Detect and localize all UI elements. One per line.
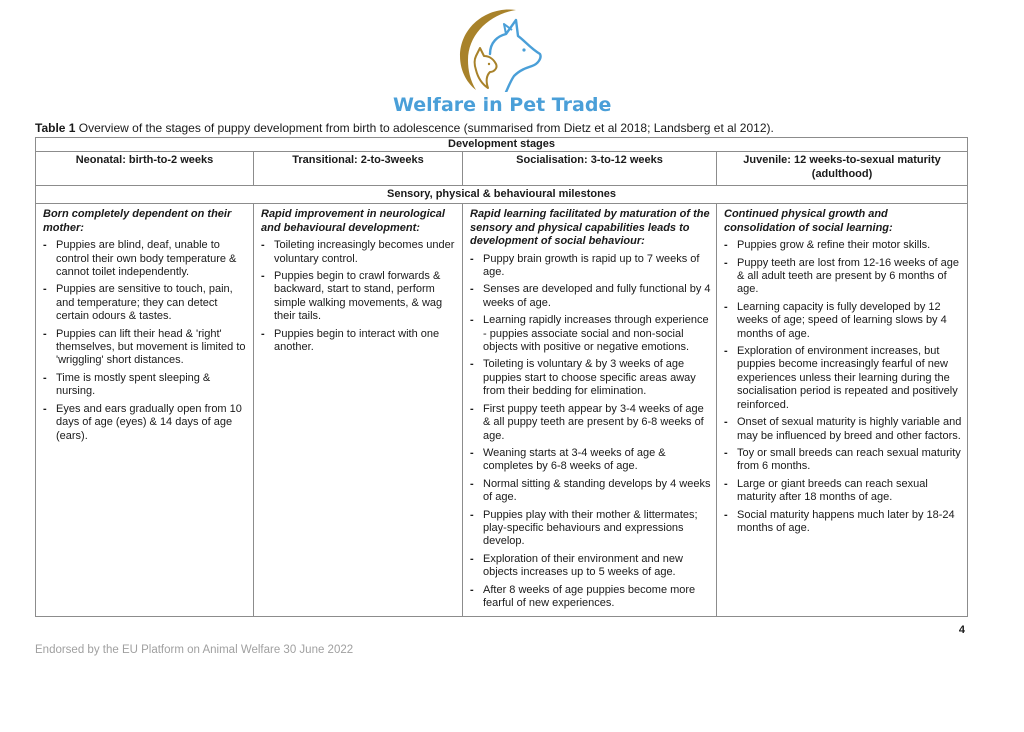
logo — [393, 6, 612, 118]
transitional-column — [254, 204, 463, 617]
logo-text: Welfare in Pet Trade — [393, 94, 612, 116]
milestone-text: Puppy brain growth is rapid up to 7 weeks of age. — [483, 252, 700, 279]
bullet-dash-icon: - — [724, 508, 728, 521]
milestone-item — [470, 553, 711, 580]
stage-header-socialisation: Socialisation: 3-to-12 weeks — [463, 152, 717, 186]
milestone-text: Exploration of environment increases, but puppies become increasingly fearful of new experiences unless their learning during the socialisation period is repeated and positively reinforced. — [737, 345, 958, 411]
milestone-item — [43, 328, 248, 368]
bullet-dash-icon: - — [261, 270, 265, 283]
milestone-text: Learning rapidly increases through experience - puppies associate social and non-social objects with positive or negative emotions. — [483, 314, 709, 354]
milestone-text: Learning capacity is fully developed by 12 weeks of age; speed of learning slows by 4 months of age. — [737, 300, 947, 340]
development-table — [35, 137, 968, 617]
milestone-item — [724, 301, 962, 341]
milestone-item — [470, 478, 711, 505]
milestone-text: Puppies can lift their head & 'right' themselves, but movement is limited to 'wriggling' short distances. — [56, 327, 246, 367]
stage-header-transitional: Transitional: 2-to-3weeks — [254, 152, 463, 186]
milestone-text: Eyes and ears gradually open from 10 days of age (eyes) & 14 days of age (ears). — [56, 402, 242, 442]
milestone-item — [43, 283, 248, 323]
milestone-text: Puppy teeth are lost from 12-16 weeks of age & all adult teeth are present by 6 months of age. — [737, 256, 959, 296]
milestone-item — [43, 239, 248, 279]
milestone-item — [724, 509, 962, 536]
page-number: 4 — [958, 624, 965, 637]
bullet-dash-icon: - — [43, 402, 47, 415]
bullet-dash-icon: - — [470, 358, 474, 371]
milestone-item — [261, 239, 457, 266]
bullet-dash-icon: - — [43, 239, 47, 252]
milestone-item — [470, 358, 711, 398]
bullet-dash-icon: - — [724, 477, 728, 490]
milestone-item — [724, 257, 962, 297]
neonatal-column — [36, 204, 254, 617]
dog-cat-logo-icon — [446, 6, 556, 92]
milestone-text: Normal sitting & standing develops by 4 weeks of age. — [483, 477, 711, 504]
milestone-item — [261, 270, 457, 324]
column-lead: Born completely dependent on their mother: — [43, 208, 232, 234]
milestone-item — [470, 403, 711, 443]
bullet-dash-icon: - — [470, 314, 474, 327]
milestone-text: Puppies begin to interact with one another. — [274, 327, 440, 354]
caption-text: Overview of the stages of puppy development from birth to adolescence (summarised from Dietz et al 2018; Landsberg et al 2012). — [75, 121, 774, 135]
milestone-text: Toy or small breeds can reach sexual maturity from 6 months. — [737, 446, 961, 473]
milestone-list — [470, 253, 711, 611]
milestone-item — [724, 447, 962, 474]
milestone-text: Social maturity happens much later by 18-24 months of age. — [737, 508, 955, 534]
milestone-item — [470, 584, 711, 611]
bullet-dash-icon: - — [470, 552, 474, 565]
bullet-dash-icon: - — [724, 256, 728, 269]
bullet-dash-icon: - — [724, 446, 728, 459]
milestone-text: Puppies play with their mother & littermates; play-specific behaviours and expressions develop. — [483, 508, 698, 548]
milestone-item — [724, 345, 962, 412]
bullet-dash-icon: - — [724, 416, 728, 429]
milestone-text: Toileting increasingly becomes under voluntary control. — [274, 239, 455, 265]
milestones-section-header: Sensory, physical & behavioural milestones — [36, 186, 968, 204]
socialisation-column — [463, 204, 717, 617]
milestone-text: Time is mostly spent sleeping & nursing. — [56, 371, 211, 398]
column-lead: Rapid learning facilitated by maturation of the sensory and physical capabilities leads to development of social behaviour: — [470, 208, 710, 248]
column-lead: Rapid improvement in neurological and behavioural development: — [261, 208, 445, 234]
bullet-dash-icon: - — [470, 508, 474, 521]
bullet-dash-icon: - — [261, 327, 265, 340]
milestone-item — [470, 447, 711, 474]
milestone-item — [470, 314, 711, 354]
juvenile-column — [717, 204, 968, 617]
milestone-item — [261, 328, 457, 355]
bullet-dash-icon: - — [724, 300, 728, 313]
bullet-dash-icon: - — [43, 371, 47, 384]
milestone-list — [724, 239, 962, 535]
caption-label: Table 1 — [35, 121, 76, 135]
milestone-text: Puppies grow & refine their motor skills. — [737, 239, 931, 252]
footer-endorsement: Endorsed by the EU Platform on Animal Welfare 30 June 2022 — [35, 644, 354, 657]
milestone-text: Puppies are blind, deaf, unable to control their own body temperature & cannot toilet independently. — [56, 239, 237, 279]
milestone-text: Exploration of their environment and new objects increases up to 5 weeks of age. — [483, 552, 683, 579]
bullet-dash-icon: - — [43, 283, 47, 296]
milestone-item — [470, 253, 711, 280]
milestone-text: Senses are developed and fully functional by 4 weeks of age. — [483, 283, 711, 309]
page-body — [35, 137, 967, 657]
bullet-dash-icon: - — [470, 283, 474, 296]
milestone-list — [43, 239, 248, 443]
milestone-item — [724, 416, 962, 443]
milestone-text: After 8 weeks of age puppies become more fearful of new experiences. — [483, 583, 696, 609]
milestone-item — [470, 283, 711, 310]
bullet-dash-icon: - — [724, 239, 728, 252]
milestone-text: Puppies are sensitive to touch, pain, and temperature; they can detect certain odours & tastes. — [56, 283, 233, 323]
milestone-item — [724, 478, 962, 505]
milestone-item — [43, 403, 248, 443]
bullet-dash-icon: - — [470, 583, 474, 596]
column-lead: Continued physical growth and consolidation of social learning: — [724, 208, 893, 234]
bullet-dash-icon: - — [43, 327, 47, 340]
bullet-dash-icon: - — [724, 345, 728, 358]
milestone-text: Toileting is voluntary & by 3 weeks of age puppies start to choose specific areas away from their bedding for elimination. — [483, 358, 696, 398]
bullet-dash-icon: - — [261, 239, 265, 252]
milestone-item — [724, 239, 962, 252]
bullet-dash-icon: - — [470, 477, 474, 490]
milestone-text: First puppy teeth appear by 3-4 weeks of age & all puppy teeth are present by 6-8 weeks of age. — [483, 402, 704, 442]
bullet-dash-icon: - — [470, 252, 474, 265]
milestone-text: Puppies begin to crawl forwards & backward, start to stand, perform simple walking movements, & wag their tails. — [274, 270, 443, 323]
milestone-text: Onset of sexual maturity is highly variable and may be influenced by breed and other factors. — [737, 416, 962, 442]
bullet-dash-icon: - — [470, 446, 474, 459]
milestone-item — [43, 372, 248, 399]
stage-header-juvenile: Juvenile: 12 weeks-to-sexual maturity (adulthood) — [717, 152, 968, 186]
milestone-text: Weaning starts at 3-4 weeks of age & completes by 6-8 weeks of age. — [483, 446, 666, 473]
bullet-dash-icon: - — [470, 402, 474, 415]
milestone-item — [470, 509, 711, 549]
stage-header-neonatal: Neonatal: birth-to-2 weeks — [36, 152, 254, 186]
milestone-text: Large or giant breeds can reach sexual maturity after 18 months of age. — [737, 477, 928, 504]
table-caption — [35, 121, 774, 135]
development-stages-header: Development stages — [36, 138, 968, 152]
milestone-list — [261, 239, 457, 354]
